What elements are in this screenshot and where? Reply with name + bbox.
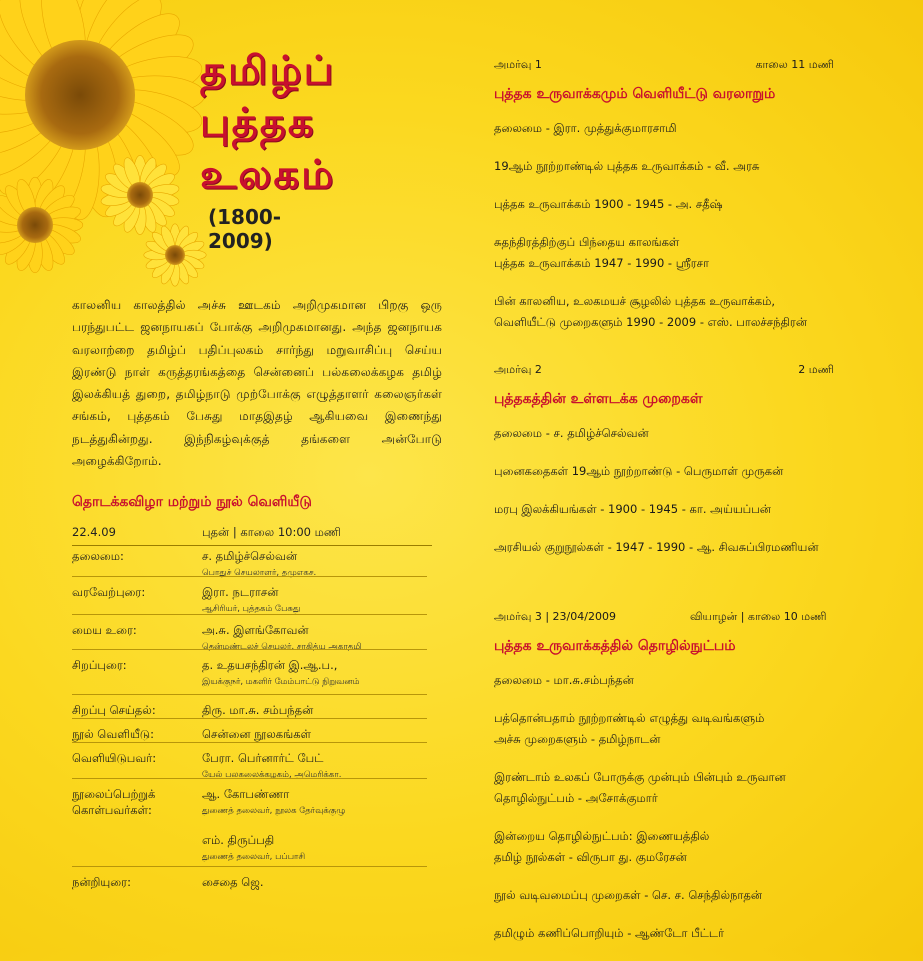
- person-name: பேரா. பெர்னார்ட் பேட்: [202, 751, 324, 765]
- session-item: அரசியல் குறுநூல்கள் - 1947 - 1990 - ஆ. சிவசுப்பிரமணியன்: [494, 540, 819, 554]
- program-person: [202, 727, 422, 743]
- flower-center: [165, 245, 185, 265]
- title-line-3: உலகம்: [200, 151, 336, 198]
- program-role: சிறப்புரை:: [72, 658, 127, 672]
- program-role: தலைமை:: [72, 549, 124, 563]
- program-role: நூலைப்பெற்றுக் கொள்பவர்கள்:: [72, 787, 156, 817]
- poster-title: [200, 45, 340, 253]
- program-role: மைய உரை:: [72, 623, 137, 637]
- intro-paragraph: காலனிய காலத்தில் அச்சு ஊடகம் அறிமுகமான பிறகு ஒரு பரந்துபட்ட ஜனநாயகப் போக்கு அறிமுகமானது. அந்த ஜனநாயக வரலாற்றை தமிழ்ப் பதிப்புலகம் சார்ந்து மறுவாசிப்பு செய்ய இரண்டு நாள் கருத்தரங்கத்தை சென்னைப் பல்கலைக்கழக தமிழ் இலக்கியத் துறை, தமிழ்நாடு முற்போக்கு எழுத்தாளர் கலைஞர்கள் சங்கம், புத்தகம் பேசுது மாதஇதழ் ஆகியவை இணைந்து நடத்துகின்றது. இந்நிகழ்வுக்குத் தங்களை அன்போடு அழைக்கிறோம்.: [72, 298, 442, 469]
- program-person: [202, 549, 422, 579]
- person-name: அ.சு. இளங்கோவன்: [202, 623, 309, 637]
- title-line-2: புத்தக: [200, 99, 316, 146]
- program-role: நூல் வெளியீடு:: [72, 727, 154, 741]
- person-name: சென்னை நூலகங்கள்: [202, 727, 311, 741]
- title-years: (1800-2009): [208, 205, 282, 253]
- person-title: பொதுச் செயலாளர், தமுஎகச.: [202, 568, 317, 578]
- person-name: திரு. மா.சு. சம்பந்தன்: [202, 703, 314, 717]
- row-divider: [72, 778, 427, 779]
- program-person: [202, 787, 422, 817]
- person-title: துணைத் தலைவர், நூலக தேர்வுக்குழு: [202, 806, 346, 816]
- person-name: ச. தமிழ்ச்செல்வன்: [202, 549, 298, 563]
- person-name: ஆ. கோபண்ணா: [202, 787, 290, 801]
- session-middle-label: வியாழன் | காலை 10 மணி: [690, 610, 827, 623]
- row-divider: [72, 866, 427, 867]
- flower-center: [17, 207, 53, 243]
- flower-center: [127, 182, 153, 208]
- session-item: சுதந்திரத்திற்குப் பிந்தைய காலங்கள் புத்தக உருவாக்கம் 1947 - 1990 - ஸ்ரீரசா: [494, 235, 710, 270]
- opening-date-row: [72, 525, 432, 546]
- person-title: இயக்குநர், மகளிர் மேம்பாட்டு நிறுவனம்: [202, 677, 360, 687]
- program-person: [202, 703, 422, 719]
- person-title: யேல் பலகலைக்கழகம், அமெரிக்கா.: [202, 770, 342, 780]
- row-divider: [72, 742, 427, 743]
- person-title: ஆசிரியர், புத்தகம் பேசுது: [202, 604, 301, 614]
- program-role: வெளியிடுபவர்:: [72, 751, 157, 765]
- person-title: துணைத் தலைவர், பப்பாசி: [202, 852, 306, 862]
- program-role: நன்றியுரை:: [72, 875, 131, 889]
- session-item: இன்றைய தொழில்நுட்பம்: இணையத்தில் தமிழ் நூல்கள் - விருபா து. குமரேசன்: [494, 829, 710, 864]
- person-title: தென்மண்டலச் செயலர், சாகித்ய அகாதமி: [202, 642, 362, 652]
- session-item: பின் காலனிய, உலகமயச் சூழலில் புத்தக உருவாக்கம், வெளியீட்டு முறைகளும் 1990 - 2009 - எஸ். பாலச்சந்திரன்: [494, 294, 808, 329]
- session-item: தலைமை - ச. தமிழ்ச்செல்வன்: [494, 426, 649, 440]
- session-header: [494, 363, 834, 379]
- session-item: 19ஆம் நூற்றாண்டில் புத்தக உருவாக்கம் - வீ. அரசு: [494, 159, 760, 173]
- session-right-label: காலை 11 மணி: [755, 58, 834, 71]
- session-title: புத்தக உருவாக்கமும் வெளியீட்டு வரலாறும்: [494, 86, 776, 102]
- session-2: [494, 363, 834, 575]
- program-person: [202, 658, 422, 688]
- session-item: நூல் வடிவமைப்பு முறைகள் - செ. ச. செந்தில்நாதன்: [494, 888, 763, 902]
- sunflower-illustration: [0, 0, 230, 290]
- person-name: எம். திருப்பதி: [202, 833, 275, 847]
- row-divider: [72, 614, 427, 615]
- program-person: [202, 585, 422, 615]
- session-title: புத்தகத்தின் உள்ளடக்க முறைகள்: [494, 391, 703, 407]
- person-name: சைதை ஜெ.: [202, 875, 264, 889]
- session-title: புத்தக உருவாக்கத்தில் தொழில்நுட்பம்: [494, 638, 736, 654]
- title-line-1: தமிழ்ப்: [200, 47, 336, 94]
- session-item: தமிழும் கணிப்பொறியும் - ஆண்டோ பீட்டர்: [494, 926, 725, 940]
- session-item: தலைமை - இரா. முத்துக்குமாரசாமி: [494, 121, 677, 135]
- program-person: [202, 751, 422, 781]
- session-1: [494, 58, 834, 350]
- program-role: வரவேற்புரை:: [72, 585, 146, 599]
- opening-date: 22.4.09: [72, 525, 116, 539]
- opening-heading: தொடக்கவிழா மற்றும் நூல் வெளியீடு: [72, 494, 312, 510]
- program-person: [202, 833, 422, 863]
- session-left-label: அமர்வு 3 | 23/04/2009: [494, 610, 616, 623]
- person-name: இரா. நடராசன்: [202, 585, 279, 599]
- session-header: [494, 610, 834, 626]
- session-item: புனைகதைகள் 19ஆம் நூற்றாண்டு - பெருமாள் முருகன்: [494, 464, 784, 478]
- session-3: [494, 610, 834, 961]
- session-item: இரண்டாம் உலகப் போருக்கு முன்பும் பின்பும் உருவான தொழில்நுட்பம் - அசோக்குமார்: [494, 770, 786, 805]
- flower-center: [25, 40, 135, 150]
- session-header: [494, 58, 834, 74]
- row-divider: [72, 718, 427, 719]
- row-divider: [72, 649, 427, 650]
- session-item: மரபு இலக்கியங்கள் - 1900 - 1945 - கா. அய்யப்பன்: [494, 502, 771, 516]
- program-role: சிறப்பு செய்தல்:: [72, 703, 156, 717]
- session-item: பத்தொன்பதாம் நூற்றாண்டில் எழுத்து வடிவங்களும் அச்சு முறைகளும் - தமிழ்நாடன்: [494, 711, 765, 746]
- program-person: [202, 875, 422, 891]
- row-divider: [72, 694, 427, 695]
- session-left-label: அமர்வு 2: [494, 363, 542, 376]
- row-divider: [72, 576, 427, 577]
- session-right-label: 2 மணி: [798, 363, 834, 376]
- person-name: த. உதயசந்திரன் இ.ஆ.ப.,: [202, 658, 338, 672]
- session-item: புத்தக உருவாக்கம் 1900 - 1945 - அ. சதீஷ்: [494, 197, 723, 211]
- opening-time: புதன் | காலை 10:00 மணி: [202, 525, 341, 539]
- session-left-label: அமர்வு 1: [494, 58, 542, 71]
- session-item: தலைமை - மா.சு.சம்பந்தன்: [494, 673, 634, 687]
